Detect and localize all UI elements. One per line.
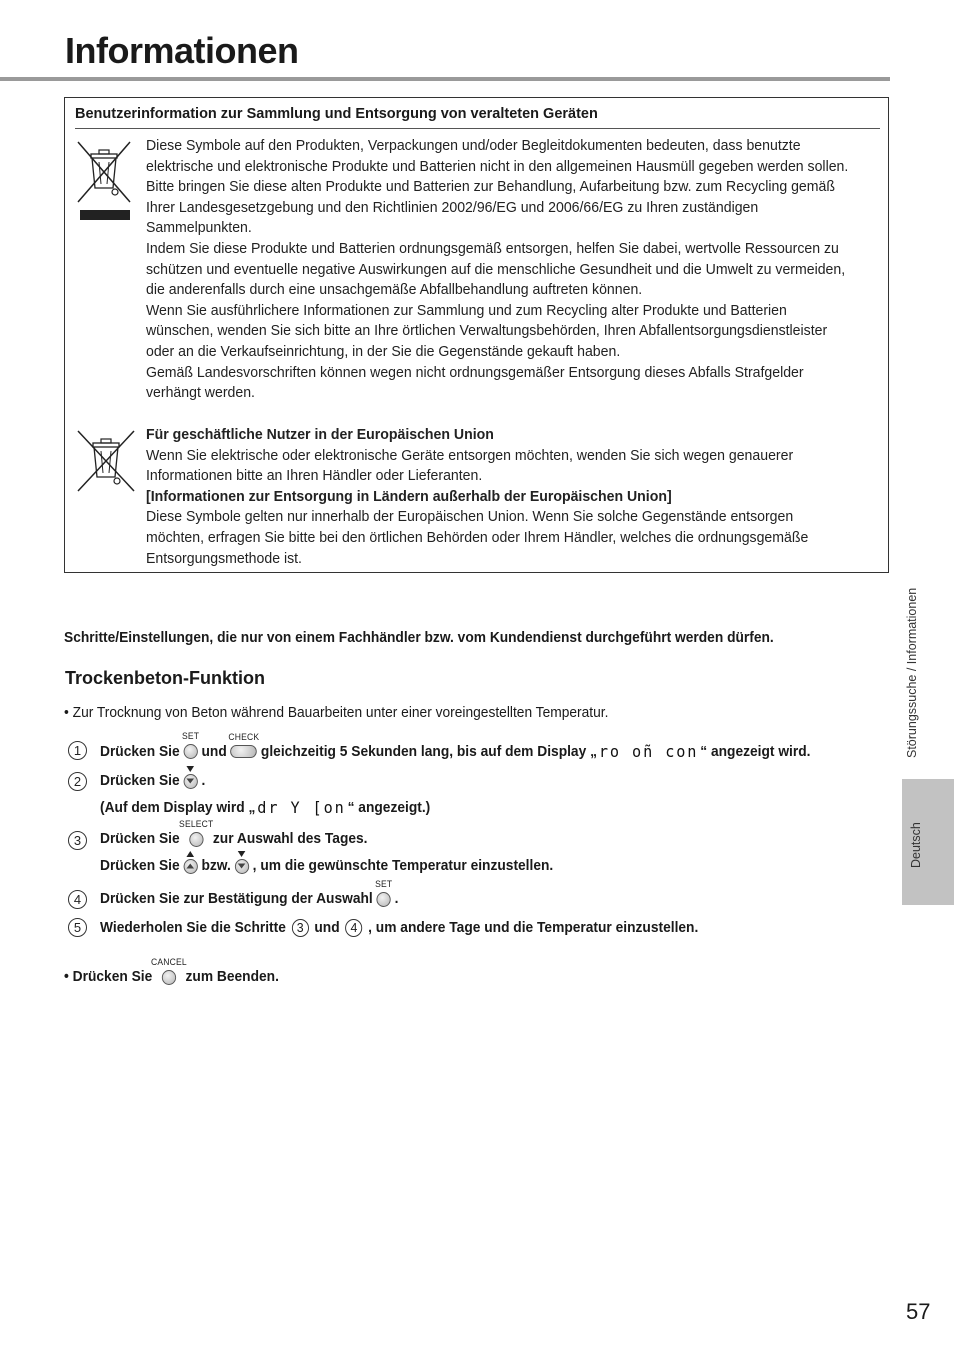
- outside-eu-heading: [Informationen zur Entsorgung in Ländern außerhalb der Europäischen Union]: [146, 488, 672, 505]
- step-ref-4: 4: [345, 919, 362, 937]
- step-number-1: 1: [68, 741, 87, 760]
- step-text: “ angezeigt.): [347, 799, 431, 816]
- disposal-paragraph: Diese Symbole auf den Produkten, Verpackungen und/oder Begleitdokumenten bedeuten, dass benutzte elektrische und elektronische Produkte und Batterien nicht in den allgemeinen Hausmüll gegeben werden sollen.: [146, 138, 849, 175]
- set-button-icon: [375, 878, 393, 907]
- disposal-paragraph: Indem Sie diese Produkte und Batterien ordnungsgemäß entsorgen, helfen Sie dabei, wertvolle Ressourcen zu schützen und eventuelle negative Auswirkungen auf die menschliche Gesundheit und die Umwelt zu vermeiden, die anderenfalls durch eine unsachgemäße Abfallbehandlung auftreten können.: [146, 240, 846, 299]
- lcd-display-text: dr Y [on: [257, 798, 346, 817]
- language-side-label: Deutsch: [909, 822, 923, 868]
- set-button-icon: [181, 731, 200, 759]
- step-text: , um andere Tage und die Temperatur einzustellen.: [368, 920, 699, 936]
- step-ref-3: 3: [292, 919, 309, 937]
- section-subheading: Trockenbeton-Funktion: [65, 668, 265, 688]
- down-button-icon: [235, 859, 249, 874]
- step-text: Drücken Sie: [100, 858, 180, 874]
- disposal-info-heading: Benutzerinformation zur Sammlung und Entsorgung von veralteten Geräten: [75, 106, 880, 129]
- down-button-icon: [183, 774, 197, 789]
- step-5: [100, 919, 698, 937]
- step-text: und: [314, 920, 340, 936]
- disposal-text-block-2: [146, 425, 852, 569]
- disposal-paragraph: Gemäß Landesvorschriften können wegen nicht ordnungsgemäßer Entsorgung dieses Abfalls Strafgelder verhängt werden.: [146, 364, 804, 402]
- step-text: Drücken Sie: [100, 831, 180, 847]
- intro-bullet: • Zur Trocknung von Beton während Bauarbeiten unter einer voreingestellten Temperatur.: [64, 705, 609, 721]
- finish-instruction: [64, 956, 279, 985]
- disposal-paragraph: Bitte bringen Sie diese alten Produkte und Batterien zur Behandlung, Aufarbeitung bzw. zum Recycling gemäß Ihrer Landesgesetzgebung und den Richtlinien 2002/96/EG und 2006/66/EG zu Ihren zuständigen Sammelpunkten.: [146, 179, 835, 237]
- page-title: Informationen: [65, 30, 299, 71]
- step-text: Drücken Sie: [100, 743, 180, 760]
- step-2: [100, 773, 205, 789]
- step-text: Drücken Sie: [100, 773, 180, 789]
- step-number-5: 5: [68, 918, 87, 937]
- service-warning: Schritte/Einstellungen, die nur von einem Fachhändler bzw. vom Kundendienst durchgeführt werden dürfen.: [64, 630, 774, 646]
- step-text: “ angezeigt wird.: [700, 743, 811, 760]
- step-text: .: [394, 891, 399, 907]
- disposal-info-box: [64, 97, 889, 573]
- step-text: zur Auswahl des Tages.: [212, 831, 368, 847]
- check-button-icon: [228, 732, 260, 758]
- step-number-3: 3: [68, 831, 87, 850]
- section-side-label: Störungssuche / Informationen: [905, 587, 919, 758]
- step-4: [100, 878, 399, 907]
- cancel-caption: CANCEL: [150, 956, 187, 967]
- select-button-icon: [179, 818, 214, 847]
- crossed-bin-icon: [75, 429, 137, 495]
- up-button-icon: [183, 859, 197, 874]
- step-text: , um die gewünschte Temperatur einzustellen.: [252, 858, 554, 874]
- step-text: gleichzeitig 5 Sekunden lang, bis auf dem Display „: [260, 743, 597, 760]
- disposal-paragraph: Wenn Sie ausführlichere Informationen zur Sammlung und zum Recycling alter Produkte und Batterien wünschen, wenden Sie sich bitte an Ihre örtlichen Verwaltungsbehörden, Ihren Abfallentsorgungsdienstleister oder an die Verkaufseinrichtung, in der Sie die Gegenstände gekauft haben.: [146, 302, 828, 360]
- outside-eu-text: Diese Symbole gelten nur innerhalb der Europäischen Union. Wenn Sie solche Gegenstände entsorgen möchten, erfragen Sie bitte bei den örtlichen Behörden oder Ihrem Händler, welches die ordnungsgemäße Entsorgungsmethode ist.: [146, 509, 809, 567]
- step-1: [100, 731, 811, 761]
- step-text: und: [201, 743, 227, 760]
- select-caption: SELECT: [179, 818, 214, 829]
- page-number: 57: [906, 1299, 931, 1324]
- step-number-2: 2: [68, 772, 87, 791]
- check-caption: CHECK: [228, 732, 260, 742]
- set-caption: SET: [375, 878, 393, 889]
- lcd-display-text: ro oñ con: [598, 742, 699, 761]
- disposal-text-block-1: [146, 136, 852, 404]
- step-text: • Drücken Sie: [64, 969, 153, 985]
- step-text: zum Beenden.: [185, 969, 279, 985]
- step-number-4: 4: [68, 890, 87, 909]
- step-text: Drücken Sie zur Bestätigung der Auswahl: [100, 891, 373, 907]
- step-text: (Auf dem Display wird „: [100, 799, 256, 816]
- cancel-button-icon: [150, 956, 187, 985]
- step-2-display: [100, 798, 430, 817]
- title-rule: [0, 77, 890, 81]
- step-text: Wiederholen Sie die Schritte: [100, 920, 286, 936]
- step-3-temperature: [100, 858, 553, 874]
- set-caption: SET: [181, 731, 200, 741]
- crossed-bin-with-bar-icon: [75, 140, 133, 222]
- step-3: [100, 818, 368, 847]
- step-text: .: [201, 773, 206, 789]
- business-users-heading: Für geschäftliche Nutzer in der Europäischen Union: [146, 427, 494, 443]
- step-text: bzw.: [201, 858, 231, 874]
- business-users-text: Wenn Sie elektrische oder elektronische Geräte entsorgen möchten, wenden Sie sich wegen genauerer Informationen bitte an Ihren Händler oder Lieferanten.: [146, 447, 794, 485]
